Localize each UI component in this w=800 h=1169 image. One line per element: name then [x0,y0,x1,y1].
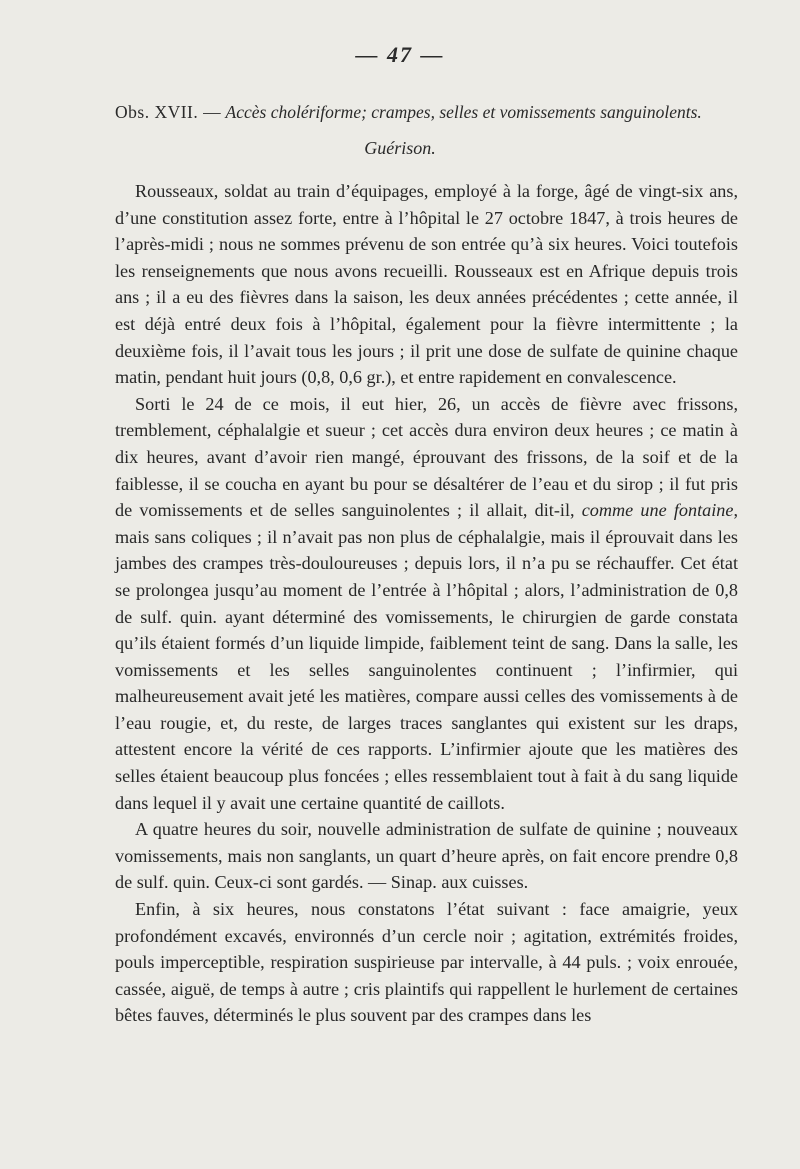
page-number: — 47 — [355,42,445,67]
paragraph-onset-italic: comme une fontaine [581,500,734,521]
observation-body [115,178,738,1029]
observation-heading [115,100,750,124]
paragraph-onset [115,391,738,817]
paragraph-six-oclock: Enfin, à six heures, nous constatons l’état suivant : face amaigrie, yeux profondément excavés, environnés d’un cercle noir ; agitation, extrémités froides, pouls imperceptible, respiration suspirieuse par intervalle, à 44 puls. ; voix enrouée, cassée, aiguë, de temps à autre ; cris plaintifs qui rappellent le hurlement de certaines bêtes fauves, déterminés le plus souvent par des crampes dans les [115,899,738,1026]
observation-subtitle: Guérison. [364,138,436,158]
paragraph-onset-part-2: , mais sans coliques ; il n’avait pas non plus de céphalalgie, mais il éprouvait dans les jambes des crampes très-douloureuses ; depuis lors, il n’a pu se réchauffer. Cet état se prolongea jusqu’au moment de l’entrée à l’hôpital ; alors, l’administration de 0,8 de sulf. quin. ayant déterminé des vomissements, le chirurgien de garde constata qu’ils étaient formés d’un liquide limpide, faiblement teint de sang. Dans la salle, les vomissements et les selles sanguinolentes continuent ; l’infirmier, qui malheureusement avait jeté les matières, compare aussi celles des vomissements à de l’eau rougie, et, du reste, de larges traces sanglantes qui existent sur les draps, attestent encore la vérité de ces rapports. L’infirmier ajoute que les matières des selles étaient beaucoup plus foncées ; elles ressemblaient tout à fait à du sang liquide dans lequel il y avait une certaine quantité de caillots. [115,500,739,813]
paragraph-history: Rousseaux, soldat au train d’équipages, employé à la forge, âgé de vingt-six ans, d’une constitution assez forte, entre à l’hôpital le 27 octobre 1847, à trois heures de l’après-midi ; nous ne sommes prévenu de son entrée qu’à six heures. Voici toutefois les renseignements que nous avons recueilli. Rousseaux est en Afrique depuis trois ans ; il a eu des fièvres dans la saison, les deux années précédentes ; cette année, il est déjà entré deux fois à l’hôpital, également pour la fièvre intermittente ; la deuxième fois, il l’avait tous les jours ; il prit une dose de sulfate de quinine chaque matin, pendant huit jours (0,8, 0,6 gr.), et entre rapidement en convalescence. [115,181,738,388]
paragraph-four-oclock: A quatre heures du soir, nouvelle administration de sulfate de quinine ; nouveaux vomissements, mais non sanglants, un quart d’heure après, on fait encore prendre 0,8 de sulf. quin. Ceux-ci sont gardés. — Sinap. aux cuisses. [115,819,738,893]
paragraph-onset-part-1: Sorti le 24 de ce mois, il eut hier, 26, un accès de fièvre avec frissons, tremblement, céphalalgie et sueur ; cet accès dura environ deux heures ; ce matin à dix heures, avant d’avoir rien mangé, éprouvant des frissons, de la soif et de la faiblesse, il se coucha en ayant bu pour se désaltérer de l’eau et du sirop ; il fut pris de vomissements et de selles sanguinolentes ; il allait, dit-il, [115,393,738,521]
observation-label: Obs. XVII. — [115,102,222,122]
observation-title: Accès cholériforme; crampes, selles et vomissements sanguinolents. [225,102,702,122]
